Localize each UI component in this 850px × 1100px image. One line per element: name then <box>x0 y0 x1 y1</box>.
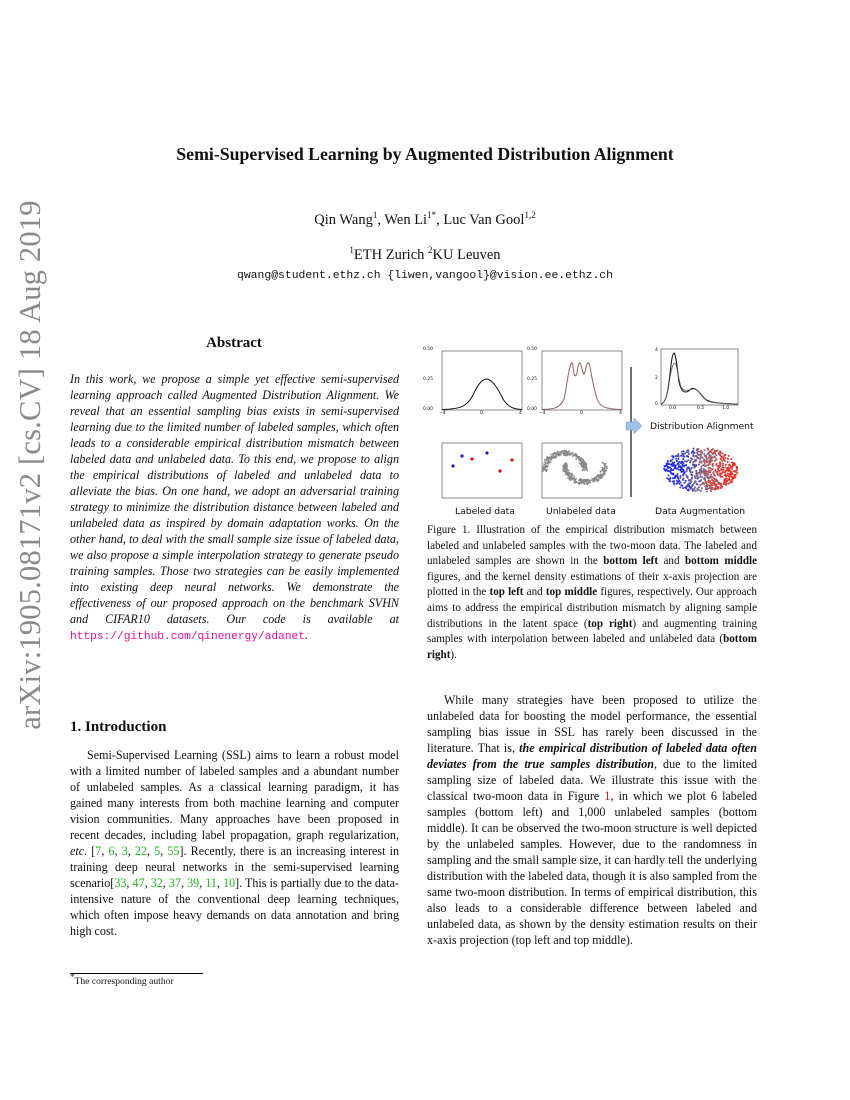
footnote: *The corresponding author <box>70 971 174 987</box>
plot1-xtick-left: −4 <box>439 411 446 416</box>
paper-title: Semi-Supervised Learning by Augmented Distribution Alignment <box>176 144 674 164</box>
affil-1: ETH Zurich <box>353 247 429 263</box>
author-3-sup: 1,2 <box>524 210 536 221</box>
labeled-point <box>470 457 473 460</box>
plot3-xtick-right: 1.0 <box>722 406 730 411</box>
intro-paragraph: Semi-Supervised Learning (SSL) aims to learn a robust model with a limited number of labeled samples and a abundant number of unlabeled samples. As a classical learning paradigm, it has gained many interests from both machine learning and computer vision communities. Many approaches have been proposed in recent decades, including label propagation, graph regularization, etc. [7, 6, 3, 22, 5, 55]. Recently, there is an increasing interest in training deep neural networks in the semi-supervised learning scenario[33, 47, 32, 37, 39, 11, 10]. This is partially due to the data-intensive nature of the conventional deep learning techniques, which often impose heavy demands on data annotation and bring high cost. <box>70 748 400 938</box>
plot3-ytick-bottom: 0 <box>655 402 658 407</box>
affiliations <box>0 247 850 264</box>
figure-1-caption: Figure 1. Illustration of the empirical distribution mismatch between labeled and unlabeled samples with the two-moon data. The labeled and unlabeled samples are shown in the bottom left and bottom middle figures, and the kernel density estimations of their x-axis projection are plotted in the top left and top middle figures, respectively. Our approach aims to address the empirical distribution mismatch by aligning sample distributions in the latent space (top right) and augmenting training samples with interpolation between labeled and unlabeled data (bottom right). <box>427 524 758 661</box>
plot1-xtick-mid: 0 <box>480 411 483 416</box>
right-column-paragraph: While many strategies have been proposed to utilize the unlabeled data for boosting the model performance, the essential sampling bias issue in SSL has rarely been discussed in the literature. That is, the empirical distribution of labeled data often deviates from the true samples distribution, due to the limited sampling size of labeled data. We illustrate this issue with the classical two-moon data in Figure 1, in which we plot 6 labeled samples (bottom left) and 1,000 unlabeled samples (bottom middle). It can be observed the two-moon structure is well depicted by the unlabeled samples. However, due to the randomness in sampling and the small sample size, it can hardly tell the underlying distribution with the labeled data, though it is also sampled from the same two-moon distribution. In terms of empirical distribution, this also leads to a considerable difference between labeled and unlabeled data, as shown by the density estimation results on their x-axis projection (top left and top middle). <box>427 693 757 947</box>
plot1-ytick-mid: 0.25 <box>423 377 434 382</box>
plot1-ytick-bottom: 0.00 <box>423 407 434 412</box>
labeled-point <box>451 464 454 467</box>
plot1-xtick-right: 4 <box>519 411 522 416</box>
figure-1 <box>415 337 761 519</box>
label-labeled-data: Labeled data <box>455 506 515 517</box>
code-link[interactable]: https://github.com/qinenergy/adanet <box>70 631 305 643</box>
arxiv-watermark: arXiv:1905.08171v2 [cs.CV] 18 Aug 2019 <box>13 200 47 730</box>
plot3-ytick-top: 4 <box>655 348 658 353</box>
plot2-xtick-left: −4 <box>539 411 546 416</box>
plot2-ytick-bottom: 0.00 <box>527 407 538 412</box>
citation-link[interactable]: 37 <box>168 876 181 890</box>
author-emails: qwang@student.ethz.ch {liwen,vangool}@vision.ee.ethz.ch <box>237 270 613 282</box>
author-1: Qin Wang <box>314 212 373 228</box>
label-distribution-alignment: Distribution Alignment <box>650 421 754 432</box>
kde-unlabeled-plot <box>542 351 622 410</box>
plot2-xtick-right: 4 <box>619 411 622 416</box>
citation-link[interactable]: 33 <box>114 876 127 890</box>
citation-link[interactable]: 32 <box>150 876 163 890</box>
labeled-scatter-frame <box>442 443 522 498</box>
citation-link[interactable]: 47 <box>132 876 145 890</box>
labeled-point <box>510 458 513 461</box>
footnote-rule <box>70 973 203 974</box>
citation-link[interactable]: 39 <box>187 876 200 890</box>
affil-2: KU Leuven <box>432 247 501 263</box>
citation-link[interactable]: 5 <box>154 844 161 858</box>
affil-1-sup: 1 <box>349 245 354 256</box>
abstract-body: In this work, we propose a simple yet effective semi-supervised learning approach called Augmented Distribution Alignment. We reveal that an essential sampling bias exists in semi-supervised learning due to the limited number of labeled samples, which often leads to a considerable empirical distribution mismatch between labeled data and unlabeled data. To this end, we propose to align the empirical distributions of labeled and unlabeled data to alleviate the bias. On one hand, we adopt an adversarial training strategy to minimize the distribution distance between labeled and unlabeled data as inspired by domain adaptation works. On the other hand, to deal with the small sample size issue of labeled data, we also propose a simple interpolation strategy to generate pseudo training samples. Those two strategies can be easily implemented into existing deep neural networks. We demonstrate the effectiveness of our proposed approach on the benchmark SVHN and CIFAR10 datasets. Our code is available at <box>70 372 399 626</box>
plot2-xtick-mid: 0 <box>580 411 583 416</box>
citation-link[interactable]: 7 <box>95 844 102 858</box>
citation-link[interactable]: 6 <box>108 844 115 858</box>
author-2-sup: 1* <box>427 210 437 221</box>
abstract-text: In this work, we propose a simple yet effective semi-supervised learning approach called Augmented Distribution Alignment. We reveal that an essential sampling bias exists in semi-supervised learning due to the limited number of labeled samples, which often leads to a considerable empirical distribution mismatch between labeled data and unlabeled data. To this end, we propose to align the empirical distributions of labeled and unlabeled data to alleviate the bias. On one hand, we adopt an adversarial training strategy to minimize the distribution distance between labeled and unlabeled data as inspired by domain adaptation works. On the other hand, to deal with the small sample size issue of labeled data, we also propose a simple interpolation strategy to generate pseudo training samples. Those two strategies can be easily implemented into existing deep neural networks. We demonstrate the effectiveness of our proposed approach on the benchmark SVHN and CIFAR10 datasets. Our code is available at https://github.com/qinenergy/adanet. <box>70 372 399 643</box>
authors <box>0 212 850 229</box>
distribution-alignment-plot <box>661 349 738 405</box>
plot2-ytick-mid: 0.25 <box>527 377 538 382</box>
kde-labeled-plot <box>442 351 522 410</box>
plot3-xtick-left: 0.0 <box>669 406 677 411</box>
labeled-scatter <box>451 451 513 472</box>
arrow-icon <box>626 418 642 434</box>
author-1-sup: 1 <box>372 210 378 221</box>
citation-link[interactable]: 22 <box>134 844 147 858</box>
citation-link[interactable]: 11 <box>205 876 217 890</box>
plot3-xtick-mid: 0.5 <box>697 406 705 411</box>
unlabeled-scatter <box>542 450 608 485</box>
plot2-ytick-top: 0.50 <box>527 347 538 352</box>
label-data-augmentation: Data Augmentation <box>655 506 746 517</box>
citation-link[interactable]: 55 <box>167 844 180 858</box>
plot1-ytick-top: 0.50 <box>423 347 434 352</box>
abstract-heading: Abstract <box>206 335 262 351</box>
augmentation-scatter <box>663 448 738 493</box>
affil-2-sup: 2 <box>428 245 433 256</box>
labeled-point <box>485 451 488 454</box>
citation-link[interactable]: 10 <box>223 876 236 890</box>
labeled-point <box>498 469 501 472</box>
citation-link[interactable]: 3 <box>121 844 128 858</box>
figure-ref-link[interactable]: 1 <box>604 789 611 803</box>
labeled-point <box>460 454 463 457</box>
plot3-ytick-mid: 2 <box>655 376 658 381</box>
section-heading-introduction: 1. Introduction <box>70 719 167 735</box>
author-2: , Wen Li <box>377 212 428 228</box>
author-3: , Luc Van Gool <box>436 212 525 228</box>
label-unlabeled-data: Unlabeled data <box>546 506 616 517</box>
